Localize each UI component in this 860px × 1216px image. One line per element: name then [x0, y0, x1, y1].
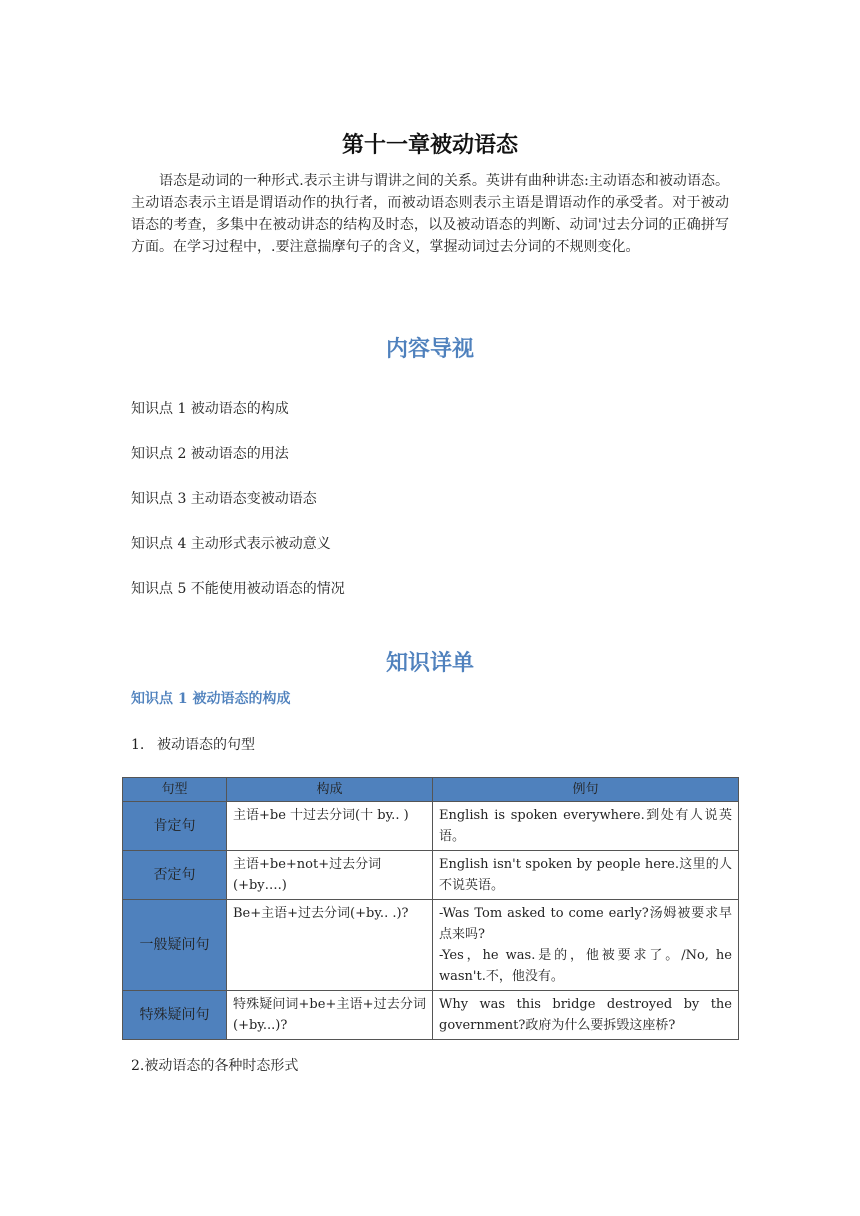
toc-item-4: 知识点 4 主动形式表示被动意义	[131, 536, 331, 552]
knowledge-point-heading: 知识点 1 被动语态的构成	[131, 691, 291, 707]
header-example: 例句	[433, 778, 739, 802]
toc-item-5: 知识点 5 不能使用被动语态的情况	[131, 581, 345, 597]
header-structure: 构成	[227, 778, 433, 802]
row-type: 否定句	[123, 851, 227, 900]
toc-item-2: 知识点 2 被动语态的用法	[131, 446, 289, 462]
header-type: 句型	[123, 778, 227, 802]
row-type: 特殊疑问句	[123, 991, 227, 1040]
row-type: 肯定句	[123, 802, 227, 851]
table-row	[123, 851, 739, 900]
row-example: Why was this bridge destroyed by the government?政府为什么要拆毁这座桥?	[433, 991, 739, 1040]
example-answer: -Yes，he was.是的，他被要求了。/No, he wasn't.不，他没有。	[439, 948, 732, 984]
list-label-text: 被动语态的句型	[157, 737, 255, 753]
table-row	[123, 900, 739, 991]
row-structure: 主语+be 十过去分词(十 by.. )	[227, 802, 433, 851]
table-header-row	[123, 778, 739, 802]
table-row	[123, 991, 739, 1040]
row-structure: 特殊疑问词+be+主语+过去分词(+by...)?	[227, 991, 433, 1040]
row-structure: 主语+be+not+过去分词(+by….)	[227, 851, 433, 900]
toc-item-1: 知识点 1 被动语态的构成	[131, 401, 289, 417]
table-row	[123, 802, 739, 851]
details-heading: 知识详单	[385, 650, 474, 676]
row-type: 一般疑问句	[123, 900, 227, 991]
chapter-title: 第十一章被动语态	[341, 132, 518, 158]
toc-item-3: 知识点 3 主动语态变被动语态	[131, 491, 317, 507]
row-structure: Be+主语+过去分词(+by.. .)?	[227, 900, 433, 991]
list-item-sentence-types	[131, 734, 255, 754]
example-question: -Was Tom asked to come early?汤姆被要求早点来吗?	[439, 906, 732, 942]
row-example: English isn't spoken by people here.这里的人不说英语。	[433, 851, 739, 900]
intro-paragraph: 语态是动词的一种形式.表示主讲与谓讲之间的关系。英讲有曲种讲态:主动语态和被动语态。主动语态表示主语是谓语动作的执行者，而被动语态则表示主语是谓语动作的承受者。对于被动语态的考查，多集中在被动讲态的结构及时态，以及被动语态的判断、动词'过去分词的正确拼写方面。在学习过程中，.要注意揣摩句子的含义，掌握动词过去分词的不规则变化。	[131, 173, 729, 255]
toc-heading: 内容导视	[385, 336, 474, 362]
sentence-type-table	[122, 777, 739, 1040]
row-example	[433, 900, 739, 991]
next-section-label: 2.被动语态的各种时态形式	[131, 1058, 299, 1074]
list-number: 1.	[131, 737, 145, 753]
row-example: English is spoken everywhere.到处有人说英语。	[433, 802, 739, 851]
